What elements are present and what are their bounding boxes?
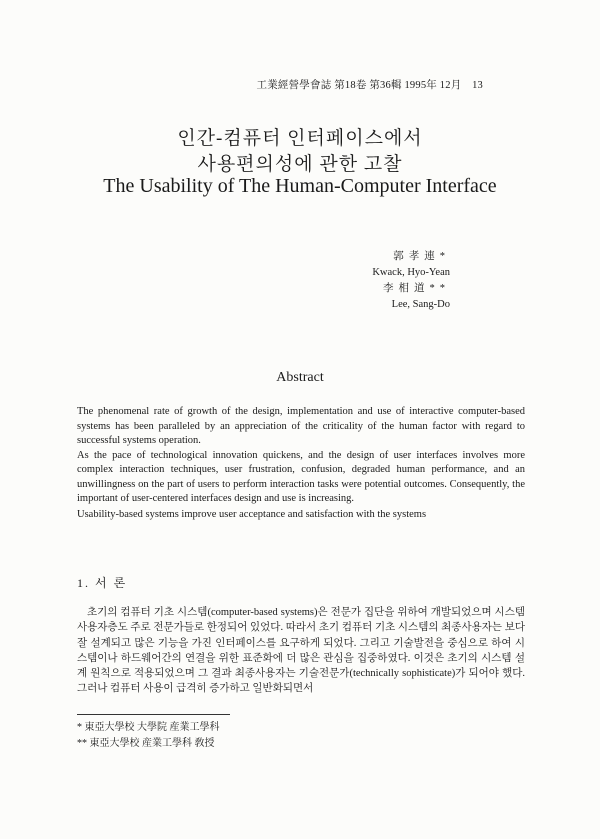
- running-header: 工業經營學會誌 第18卷 第36輯 1995年 12月 13: [256, 80, 483, 91]
- author-block: [372, 249, 450, 313]
- abstract-heading: Abstract: [276, 370, 324, 385]
- footnote-divider: [77, 714, 230, 715]
- footnote-2: ** 東亞大學校 産業工學科 敎授: [77, 738, 215, 749]
- abstract-body: [77, 405, 525, 522]
- footnotes: [77, 720, 220, 752]
- title-english: The Usability of The Human-Computer Interface: [103, 175, 497, 197]
- title-korean-line2: 사용편의성에 관한 고찰: [197, 154, 403, 175]
- section-heading-introduction: 1. 서 론: [77, 576, 128, 590]
- footnote-1: * 東亞大學校 大學院 産業工學科: [77, 722, 220, 733]
- abstract-paragraph-1: The phenomenal rate of growth of the design, implementation and use of interactive computer-based systems has been paralleled by an appreciation of the criticality of the human factor with regard to successful systems operation.: [77, 406, 525, 446]
- introduction-paragraph: 초기의 컴퓨터 기초 시스템(computer-based systems)은 전문가 집단을 위하여 개발되었으며 시스템 사용자층도 주로 전문가들로 한정되어 있었다. 따라서 초기 컴퓨터 기초 시스템의 최종사용자는 보다 잘 설계되고 많은 기능을 가진 인터페이스를 요구하게 되었다. 그리고 기술발전을 중심으로 하여 시스템이나 하드웨어간의 연결을 위한 표준화에 더 많은 관심을 집중하였다. 이것은 초기의 시스템 설계 원칙으로 적용되었으며 그 결과 최종사용자는 기술전문가(technically sophisticate)가 되어야 했다. 그러나 컴퓨터 사용이 급격히 증가하고 일반화되면서: [77, 607, 525, 695]
- introduction-body: [77, 605, 525, 697]
- abstract-paragraph-2: As the pace of technological innovation quickens, and the design of user interfaces involves more complex interaction techniques, user frustration, confusion, degraded human performance, and an unwillingness on the part of users to perform interaction tasks were potential outcomes. Consequently, the important of user-centered interfaces design and use is increasing.: [77, 449, 525, 504]
- author-2-cjk-name: 李相道**: [383, 283, 450, 294]
- abstract-paragraph-3: Usability-based systems improve user acceptance and satisfaction with the systems: [77, 508, 427, 520]
- author-2-roman-name: Lee, Sang-Do: [391, 299, 450, 310]
- title-korean-line1: 인간-컴퓨터 인터페이스에서: [177, 128, 423, 149]
- author-1-roman-name: Kwack, Hyo-Yean: [372, 267, 450, 278]
- author-1-cjk-name: 郭孝連*: [393, 251, 450, 262]
